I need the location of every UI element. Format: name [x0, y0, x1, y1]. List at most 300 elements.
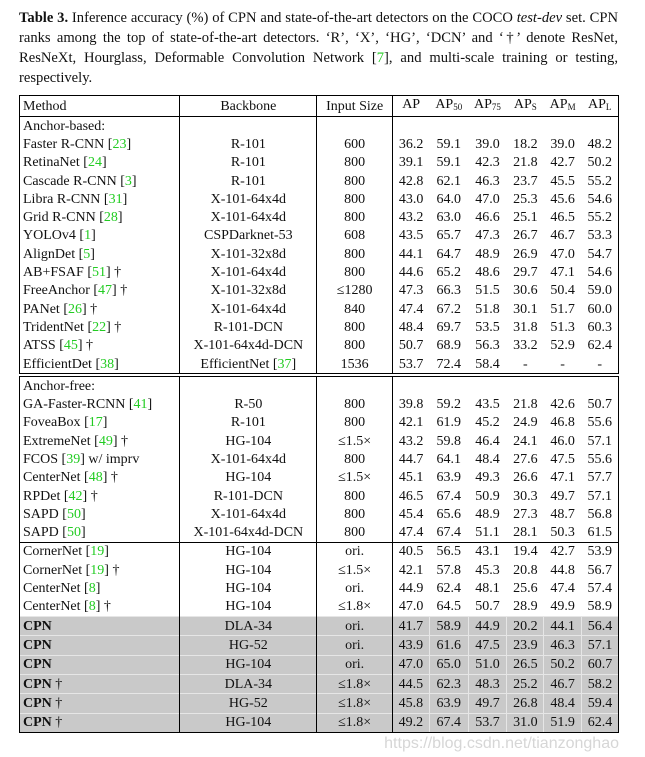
table-row	[20, 300, 619, 318]
backbone-name: HG-52	[228, 637, 268, 653]
input-size-cell: ori.	[317, 542, 392, 561]
input-size-cell: ori.	[317, 655, 392, 674]
method-suffix: †	[110, 265, 122, 281]
metric-cell: 65.6	[436, 506, 462, 522]
header-ap75: $AP_{75}$	[468, 96, 507, 117]
empty-cell	[317, 375, 392, 395]
metric-cell: 45.2	[475, 415, 500, 431]
backbone-cell	[180, 227, 317, 245]
metric-cell: 27.3	[513, 506, 538, 522]
method-name: GA-Faster-RCNN	[23, 397, 126, 413]
backbone-cell	[180, 263, 317, 281]
metric-cell: 42.3	[475, 155, 500, 171]
input-size-cell: 800	[317, 505, 392, 523]
backbone-cell	[180, 450, 317, 468]
backbone-cell	[180, 487, 317, 505]
metric-cell: 62.4	[581, 337, 618, 355]
method-cell: CenterNet [8]	[20, 579, 180, 597]
metric-cell: 44.8	[550, 562, 575, 578]
metric-cell: 56.5	[429, 542, 468, 561]
citation-link[interactable]: 50	[66, 525, 81, 541]
metric-cell: -	[523, 356, 528, 372]
metric-cell: 53.5	[475, 319, 500, 335]
metric-cell: 46.3	[544, 636, 582, 655]
metric-cell: 49.7	[550, 488, 575, 504]
backbone-cell	[180, 674, 317, 693]
metric-cell: 59.1	[436, 155, 462, 171]
metric-cell: 24.1	[513, 433, 538, 449]
metric-cell: 66.3	[436, 283, 462, 299]
method-name: SAPD	[23, 525, 59, 541]
citation-link[interactable]: 49	[98, 433, 113, 449]
backbone-cell	[180, 135, 317, 153]
metric-cell: 62.4	[581, 713, 618, 732]
backbone-cell	[180, 190, 317, 208]
metric-cell: 39.0	[550, 136, 575, 152]
metric-cell: 59.2	[436, 397, 462, 413]
metric-cell: 49.3	[475, 470, 500, 486]
method-cell: RetinaNet [24]	[20, 154, 180, 172]
citation-link[interactable]: 42	[68, 488, 83, 504]
watermark: https://blog.csdn.net/tianzonghao	[384, 734, 619, 752]
table-row	[20, 227, 619, 245]
backbone-name: R-101	[230, 155, 266, 171]
metric-cell: 47.1	[550, 265, 575, 281]
backbone-name: HG-104	[225, 562, 272, 578]
table-row	[20, 263, 619, 281]
input-size-cell: 800	[317, 190, 392, 208]
method-suffix: †	[87, 488, 98, 504]
method-cell: Cascade R-CNN [3]	[20, 172, 180, 190]
header-input-size: Input Size	[317, 96, 392, 117]
method-name: FreeAnchor	[23, 283, 90, 299]
method-cell	[20, 674, 180, 693]
metric-cell: 56.7	[581, 561, 618, 579]
metric-cell: 47.0	[475, 191, 500, 207]
table-row	[20, 208, 619, 226]
metric-cell: 47.0	[398, 599, 424, 615]
metric-cell: 55.2	[581, 172, 618, 190]
header-method: Method	[20, 96, 180, 117]
citation-link[interactable]: 19	[90, 562, 105, 578]
table-row	[20, 337, 619, 355]
method-name: CPN	[23, 618, 52, 634]
metric-cell: 54.6	[581, 190, 618, 208]
method-cell	[20, 617, 180, 636]
backbone-cell	[180, 432, 317, 450]
backbone-name: X-101-32x8d	[210, 283, 287, 299]
citation-link[interactable]: 28	[103, 210, 118, 226]
metric-cell: 50.9	[475, 488, 500, 504]
metric-cell: 43.9	[392, 636, 429, 655]
metric-cell: 47.4	[398, 301, 424, 317]
metric-cell: -	[581, 355, 618, 375]
table-row	[20, 395, 619, 413]
table-row	[20, 172, 619, 190]
input-size-cell: 800	[317, 154, 392, 172]
metric-cell: 40.5	[392, 542, 429, 561]
metric-cell: 51.5	[475, 283, 500, 299]
metric-cell: 61.5	[581, 524, 618, 543]
metric-cell: 36.2	[398, 136, 424, 152]
citation-link[interactable]: 31	[108, 191, 123, 207]
caption-text: Inference accuracy (%) of CPN and state-of-the-art detectors on the COCO	[68, 10, 517, 26]
citation-link[interactable]: 3	[124, 173, 132, 189]
method-suffix: †	[117, 433, 128, 449]
metric-cell: 30.6	[513, 283, 538, 299]
method-name: CenterNet	[23, 470, 81, 486]
metric-cell: 47.5	[550, 451, 575, 467]
method-name: FCOS	[23, 451, 59, 467]
input-size-cell: 840	[317, 300, 392, 318]
table-row	[20, 636, 619, 655]
metric-cell: 26.6	[513, 470, 538, 486]
backbone-cell	[180, 598, 317, 617]
metric-cell: 51.8	[475, 301, 500, 317]
citation-link[interactable]: 45	[63, 338, 78, 354]
input-size-cell: ori.	[317, 579, 392, 597]
metric-cell: 61.9	[436, 415, 462, 431]
metric-cell: 53.9	[581, 542, 618, 561]
metric-cell: 28.1	[513, 525, 538, 541]
metric-cell: 58.9	[581, 598, 618, 617]
section-title: Anchor-free:	[20, 375, 180, 395]
backbone-name: DLA-34	[224, 676, 273, 692]
table-row	[20, 561, 619, 579]
method-cell: ExtremeNet [49] †	[20, 432, 180, 450]
backbone-cell	[180, 617, 317, 636]
table-row	[20, 542, 619, 561]
table-row	[20, 579, 619, 597]
input-size-cell: 800	[317, 487, 392, 505]
backbone-cell	[180, 154, 317, 172]
method-name: CPN	[23, 657, 52, 673]
metric-cell: 47.4	[550, 581, 575, 597]
method-name: ATSS	[23, 338, 56, 354]
method-name: CPN	[23, 695, 52, 711]
metric-cell: 48.4	[398, 319, 424, 335]
metric-cell: 28.9	[513, 599, 538, 615]
backbone-name: HG-104	[225, 544, 272, 560]
backbone-cell	[180, 395, 317, 413]
method-suffix: †	[110, 319, 122, 335]
backbone-name: X-101-64x4d	[210, 451, 287, 467]
input-size-cell: 800	[317, 245, 392, 263]
method-suffix: †	[116, 283, 128, 299]
metric-cell: 47.0	[392, 655, 429, 674]
metric-cell: 30.1	[513, 301, 538, 317]
metric-cell: 65.2	[436, 265, 462, 281]
citation-link[interactable]: 19	[90, 544, 105, 560]
metric-cell: 58.4	[475, 356, 500, 372]
citation-link[interactable]: 41	[133, 397, 148, 413]
metric-cell: 48.4	[544, 694, 582, 713]
empty-cell	[180, 375, 317, 395]
metric-cell: 50.2	[581, 154, 618, 172]
method-name: FoveaBox	[23, 415, 81, 431]
metric-cell: 59.0	[581, 282, 618, 300]
table-row	[20, 617, 619, 636]
method-cell: GA-Faster-RCNN [41]	[20, 395, 180, 413]
backbone-name: HG-104	[225, 433, 272, 449]
input-size-cell: 800	[317, 318, 392, 336]
metric-cell: 49.2	[392, 713, 429, 732]
method-suffix: †	[107, 470, 118, 486]
input-size-cell: ≤1.8×	[317, 674, 392, 693]
citation-link[interactable]: 22	[92, 319, 107, 335]
method-name: CPN	[23, 715, 52, 731]
table-row	[20, 505, 619, 523]
method-suffix: †	[51, 695, 63, 711]
metric-cell: 57.8	[436, 562, 462, 578]
method-suffix: w/ imprv	[84, 451, 140, 467]
citation-link[interactable]: 38	[100, 356, 115, 372]
method-name: Grid R-CNN	[23, 210, 96, 226]
metric-cell: 67.4	[436, 488, 462, 504]
input-size-cell: 800	[317, 172, 392, 190]
method-suffix: †	[100, 599, 111, 615]
metric-cell: 25.2	[507, 674, 544, 693]
metric-cell: 46.8	[550, 415, 575, 431]
metric-cell: 44.5	[392, 674, 429, 693]
metric-cell: 30.3	[513, 488, 538, 504]
metric-cell: 52.9	[550, 338, 575, 354]
method-name: YOLOv4	[23, 228, 76, 244]
metric-cell: 39.8	[398, 397, 424, 413]
backbone-cell	[180, 282, 317, 300]
metric-cell: 48.1	[475, 581, 500, 597]
metric-cell: 26.5	[507, 655, 544, 674]
metric-cell: 18.2	[513, 136, 538, 152]
input-size-cell: 800	[317, 263, 392, 281]
metric-cell: 43.0	[398, 191, 424, 207]
input-size-cell: 800	[317, 395, 392, 413]
backbone-cell	[180, 245, 317, 263]
metric-cell: 29.7	[513, 265, 538, 281]
metric-cell: 57.1	[581, 636, 618, 655]
table-row	[20, 245, 619, 263]
metric-cell: 47.4	[398, 525, 424, 541]
backbone-name: HG-104	[225, 581, 272, 597]
table-row	[20, 487, 619, 505]
table-row	[20, 190, 619, 208]
metric-cell: 42.7	[544, 542, 582, 561]
metric-cell: 50.3	[550, 525, 575, 541]
metric-cell: 65.0	[429, 655, 468, 674]
backbone-cell	[180, 713, 317, 732]
section-title: Anchor-based:	[20, 117, 180, 136]
metric-cell: 62.1	[436, 173, 462, 189]
metric-cell: 42.7	[550, 155, 575, 171]
backbone-cell	[180, 172, 317, 190]
metric-cell: 57.1	[581, 487, 618, 505]
metric-cell: 54.6	[581, 263, 618, 281]
metric-cell: 20.8	[513, 562, 538, 578]
citation-link[interactable]: 39	[66, 451, 81, 467]
metric-cell: 67.2	[436, 301, 462, 317]
table-row	[20, 655, 619, 674]
method-name: RPDet	[23, 488, 61, 504]
empty-cell	[180, 117, 317, 136]
metric-cell: 42.1	[398, 415, 424, 431]
header-row	[20, 96, 619, 117]
backbone-name: HG-104	[225, 470, 272, 486]
metric-cell: 21.8	[513, 397, 538, 413]
header-apm: $AP_M$	[544, 96, 582, 117]
backbone-name: R-101-DCN	[213, 319, 283, 335]
metric-cell: 25.3	[513, 191, 538, 207]
metric-cell: 63.9	[436, 470, 462, 486]
metric-cell: 46.0	[550, 433, 575, 449]
metric-cell: 44.7	[398, 451, 424, 467]
input-size-cell: 600	[317, 135, 392, 153]
backbone-name: X-101-64x4d	[210, 191, 287, 207]
metric-cell: 31.8	[513, 319, 538, 335]
metric-cell: 44.9	[468, 617, 507, 636]
metric-cell: 68.9	[436, 338, 462, 354]
metric-cell: 51.1	[475, 525, 500, 541]
table-row	[20, 318, 619, 336]
metric-cell: 58.2	[581, 674, 618, 693]
metric-cell: 58.9	[429, 617, 468, 636]
method-cell: SAPD [50]	[20, 524, 180, 543]
metric-cell: 59.4	[581, 694, 618, 713]
metric-cell: 72.4	[436, 356, 462, 372]
citation-link[interactable]: 26	[68, 301, 82, 317]
citation-link[interactable]: 8	[88, 599, 96, 615]
metric-cell: 45.1	[398, 470, 424, 486]
metric-cell: 62.3	[429, 674, 468, 693]
metric-cell: 44.6	[398, 265, 424, 281]
input-size-cell: 800	[317, 524, 392, 543]
backbone-cell	[180, 655, 317, 674]
metric-cell: 46.5	[550, 210, 575, 226]
metric-cell: 47.3	[398, 283, 424, 299]
metric-cell: 27.6	[513, 451, 538, 467]
metric-cell: 39.0	[475, 136, 500, 152]
metric-cell: 47.0	[550, 246, 575, 262]
metric-cell: 63.0	[436, 210, 462, 226]
backbone-name: X-101-64x4d	[210, 265, 287, 281]
metric-cell: 21.8	[513, 155, 538, 171]
backbone-cell	[180, 505, 317, 523]
table-row	[20, 414, 619, 432]
metric-cell: 48.9	[475, 246, 500, 262]
citation-link[interactable]: 8	[88, 581, 96, 597]
empty-cell	[392, 375, 618, 395]
metric-cell: 45.6	[550, 191, 575, 207]
metric-cell: 47.5	[468, 636, 507, 655]
metric-cell: 60.3	[581, 318, 618, 336]
metric-cell: 54.7	[581, 245, 618, 263]
citation-link[interactable]: 50	[66, 506, 81, 522]
input-size-cell: ori.	[317, 636, 392, 655]
method-name: AB+FSAF	[23, 265, 84, 281]
table-row	[20, 598, 619, 617]
backbone-name: R-101	[230, 136, 266, 152]
method-name: Libra R-CNN	[23, 191, 101, 207]
metric-cell: 26.7	[513, 228, 538, 244]
citation-link[interactable]: 48	[88, 470, 103, 486]
input-size-cell: ≤1280	[317, 282, 392, 300]
metric-cell: 51.7	[550, 301, 575, 317]
method-name: CPN	[23, 676, 52, 692]
metric-cell: 45.4	[398, 506, 424, 522]
method-name: CPN	[23, 637, 52, 653]
backbone-name: R-101	[230, 173, 266, 189]
input-size-cell: ≤1.8×	[317, 713, 392, 732]
backbone-cell	[180, 337, 317, 355]
method-name: CornerNet	[23, 562, 83, 578]
backbone-cell	[180, 561, 317, 579]
backbone-cell	[180, 414, 317, 432]
metric-cell: 51.3	[550, 319, 575, 335]
table-row	[20, 154, 619, 172]
citation-link[interactable]: 47	[98, 283, 113, 299]
metric-cell: 51.0	[468, 655, 507, 674]
metric-cell: 53.7	[398, 356, 424, 372]
method-name: CenterNet	[23, 581, 81, 597]
backbone-name: HG-52	[228, 695, 268, 711]
citation-link[interactable]: 24	[87, 155, 102, 171]
metric-cell: 48.4	[475, 451, 500, 467]
method-cell: Faster R-CNN [23]	[20, 135, 180, 153]
metric-cell: 60.7	[581, 655, 618, 674]
metric-cell: 47.1	[550, 470, 575, 486]
citation-link[interactable]: 37	[277, 356, 292, 372]
citation-link[interactable]: 5	[83, 246, 91, 262]
method-name: RetinaNet	[23, 155, 80, 171]
method-cell: TridentNet [22] †	[20, 318, 180, 336]
method-cell: FreeAnchor [47] †	[20, 282, 180, 300]
metric-cell: 47.3	[475, 228, 500, 244]
metric-cell: 57.7	[581, 469, 618, 487]
metric-cell: 48.9	[475, 506, 500, 522]
metric-cell: 42.1	[398, 562, 424, 578]
results-table	[19, 95, 619, 733]
metric-cell: 59.1	[436, 136, 462, 152]
method-suffix: †	[82, 338, 94, 354]
citation-link[interactable]: 51	[91, 265, 106, 281]
metric-cell: 50.7	[398, 338, 424, 354]
metric-cell: 23.9	[507, 636, 544, 655]
metric-cell: 69.7	[436, 319, 462, 335]
metric-cell: 31.0	[507, 713, 544, 732]
metric-cell: 44.1	[398, 246, 424, 262]
metric-cell: 63.9	[429, 694, 468, 713]
method-cell	[20, 713, 180, 732]
metric-cell: 26.8	[507, 694, 544, 713]
caption-label: Table 3.	[19, 10, 69, 26]
metric-cell: 61.6	[429, 636, 468, 655]
citation-link[interactable]: 23	[112, 136, 127, 152]
metric-cell: 59.8	[436, 433, 462, 449]
method-name: Cascade R-CNN	[23, 173, 117, 189]
citation-link[interactable]: 1	[84, 228, 92, 244]
citation-link[interactable]: 17	[88, 415, 103, 431]
header-ap50: $AP_{50}$	[429, 96, 468, 117]
citation-link[interactable]: 7	[376, 50, 385, 66]
empty-cell	[392, 117, 618, 136]
metric-cell: 44.1	[544, 617, 582, 636]
header-apl: $AP_L$	[581, 96, 618, 117]
input-size-cell: ≤1.8×	[317, 598, 392, 617]
metric-cell: 41.7	[392, 617, 429, 636]
method-name: TridentNet	[23, 319, 84, 335]
table-body	[20, 117, 619, 733]
method-cell: YOLOv4 [1]	[20, 227, 180, 245]
metric-cell: 43.2	[398, 433, 424, 449]
